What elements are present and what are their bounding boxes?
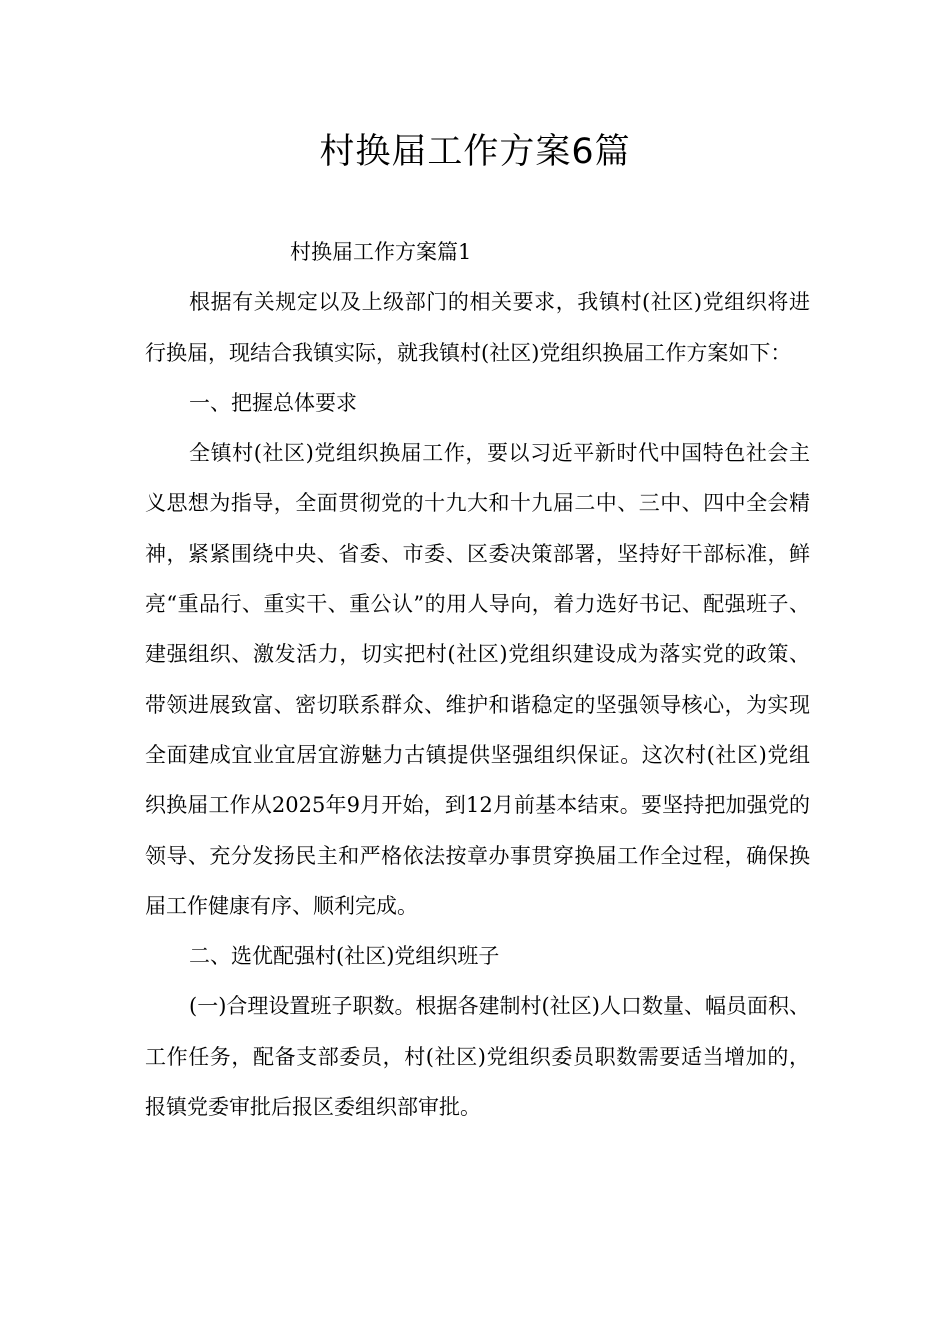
paragraph-team-size: (一)合理设置班子职数。根据各建制村(社区)人口数量、幅员面积、工作任务，配备支部委员，村(社区)党组织委员职数需要适当增加的，报镇党委审批后报区委组织部审批。 — [145, 994, 810, 1120]
document-body — [145, 227, 810, 1132]
document-title: 村换届工作方案6篇 — [319, 132, 631, 172]
heading-team-building: 二、选优配强村(社区)党组织班子 — [189, 944, 500, 969]
heading-overall-requirements: 一、把握总体要求 — [189, 390, 357, 415]
paragraph-intro: 根据有关规定以及上级部门的相关要求，我镇村(社区)党组织将进行换届，现结合我镇实际，就我镇村(社区)党组织换届工作方案如下： — [145, 290, 810, 365]
section-title: 村换届工作方案篇1 — [290, 240, 472, 264]
paragraph-overall-requirements: 全镇村(社区)党组织换届工作，要以习近平新时代中国特色社会主义思想为指导，全面贯彻党的十九大和十九届二中、三中、四中全会精神，紧紧围绕中央、省委、市委、区委决策部署，坚持好干部标准，鲜亮“重品行、重实干、重公认”的用人导向，着力选好书记、配强班子、建强组织、激发活力，切实把村(社区)党组织建设成为落实党的政策、带领进展致富、密切联系群众、维护和谐稳定的坚强领导核心，为实现全面建成宜业宜居宜游魅力古镇提供坚强组织保证。这次村(社区)党组织换届工作从2025年9月开始，到12月前基本结束。要坚持把加强党的领导、充分发扬民主和严格依法按章办事贯穿换届工作全过程，确保换届工作健康有序、顺利完成。 — [145, 441, 810, 918]
